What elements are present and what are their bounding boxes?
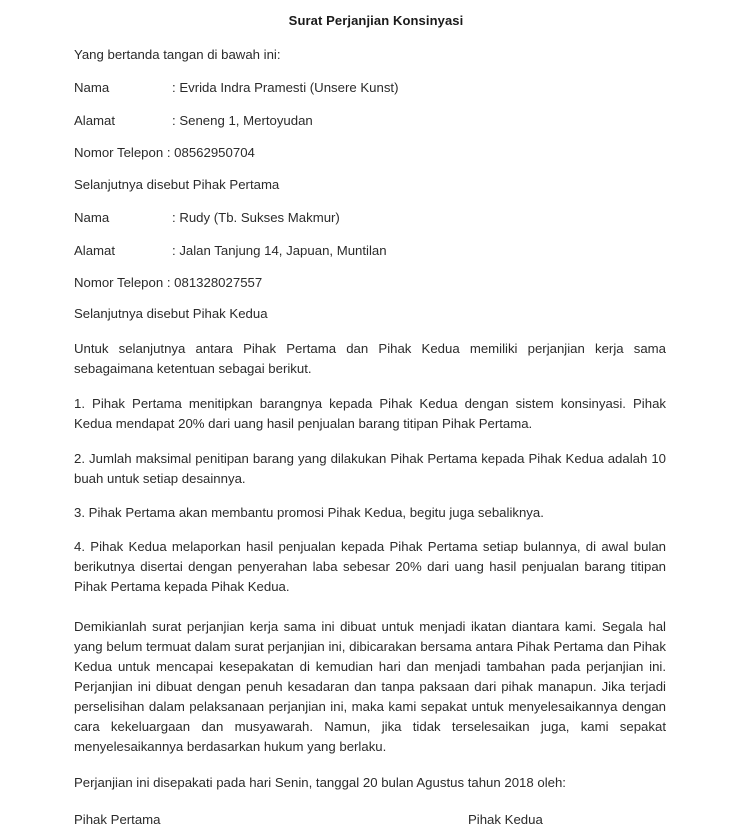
party-one-name-value: : Evrida Indra Pramesti (Unsere Kunst)	[172, 79, 399, 95]
agreement-date-line: Perjanjian ini disepakati pada hari Senin, tanggal 20 bulan Agustus tahun 2018 oleh:	[74, 775, 566, 791]
closing-paragraph: Demikianlah surat perjanjian kerja sama ini dibuat untuk menjadi ikatan diantara kami. Segala hal yang belum termuat dalam surat perjanjian ini, dibicarakan bersama antara Pihak Pertama dan Pihak Kedua untuk mencapai kesepakatan di kemudian hari dan menjadi tambahan pada perjanjian ini. Perjanjian ini dibuat dengan penuh kesadaran dan tanpa paksaan dari pihak manapun. Jika terjadi perselisihan dalam pelaksanaan perjanjian ini, maka kami sepakat untuk menyelesaikannya dengan cara kekeluargaan dan musyawarah. Namun, jika tidak terselesaikan juga, kami sepakat menyelesaikannya berdasarkan hukum yang berlaku.	[74, 618, 666, 755]
party-two-address-row	[74, 243, 666, 258]
clause-item: 3. Pihak Pertama akan membantu promosi Pihak Kedua, begitu juga sebaliknya.	[74, 504, 544, 520]
party-one-address-value: : Seneng 1, Mertoyudan	[172, 112, 313, 128]
party-two-address-value: : Jalan Tanjung 14, Japuan, Muntilan	[172, 242, 387, 258]
party-two-designation: Selanjutnya disebut Pihak Kedua	[74, 306, 268, 322]
party-one-designation: Selanjutnya disebut Pihak Pertama	[74, 176, 280, 192]
party-one-address-row	[74, 113, 666, 128]
clause-item: 1. Pihak Pertama menitipkan barangnya kepada Pihak Kedua dengan sistem konsinyasi. Pihak Kedua mendapat 20% dari uang hasil penjualan barang titipan Pihak Pertama.	[74, 396, 666, 432]
intro-paragraph: Untuk selanjutnya antara Pihak Pertama dan Pihak Kedua memiliki perjanjian kerja sama sebagaimana ketentuan sebagai berikut.	[74, 341, 666, 377]
signature-block	[74, 812, 666, 827]
signature-label-party-one: Pihak Pertama	[74, 811, 161, 827]
page-title: Surat Perjanjian Konsinyasi	[288, 13, 464, 28]
document-body	[0, 28, 752, 827]
party-one-phone: Nomor Telepon : 08562950704	[74, 144, 255, 160]
party-one-address-label: Alamat	[74, 112, 116, 128]
clause-item: 4. Pihak Kedua melaporkan hasil penjualan kepada Pihak Pertama setiap bulannya, di awal bulan berikutnya disertai dengan penyerahan laba sebesar 20% dari uang hasil penjualan barang titipan Pihak Pertama kepada Pihak Kedua.	[74, 538, 666, 594]
signature-label-party-two: Pihak Kedua	[468, 811, 543, 827]
party-two-phone: Nomor Telepon : 081328027557	[74, 274, 263, 290]
party-two-name-value: : Rudy (Tb. Sukses Makmur)	[172, 209, 340, 225]
party-one-name-row	[74, 80, 666, 95]
party-one-name-label: Nama	[74, 79, 110, 95]
party-two-name-label: Nama	[74, 209, 110, 225]
party-two-name-row	[74, 210, 666, 225]
clause-item: 2. Jumlah maksimal penitipan barang yang dilakukan Pihak Pertama kepada Pihak Kedua adalah 10 buah untuk setiap desainnya.	[74, 450, 666, 486]
opening-statement: Yang bertanda tangan di bawah ini:	[74, 47, 281, 62]
party-two-address-label: Alamat	[74, 242, 116, 258]
